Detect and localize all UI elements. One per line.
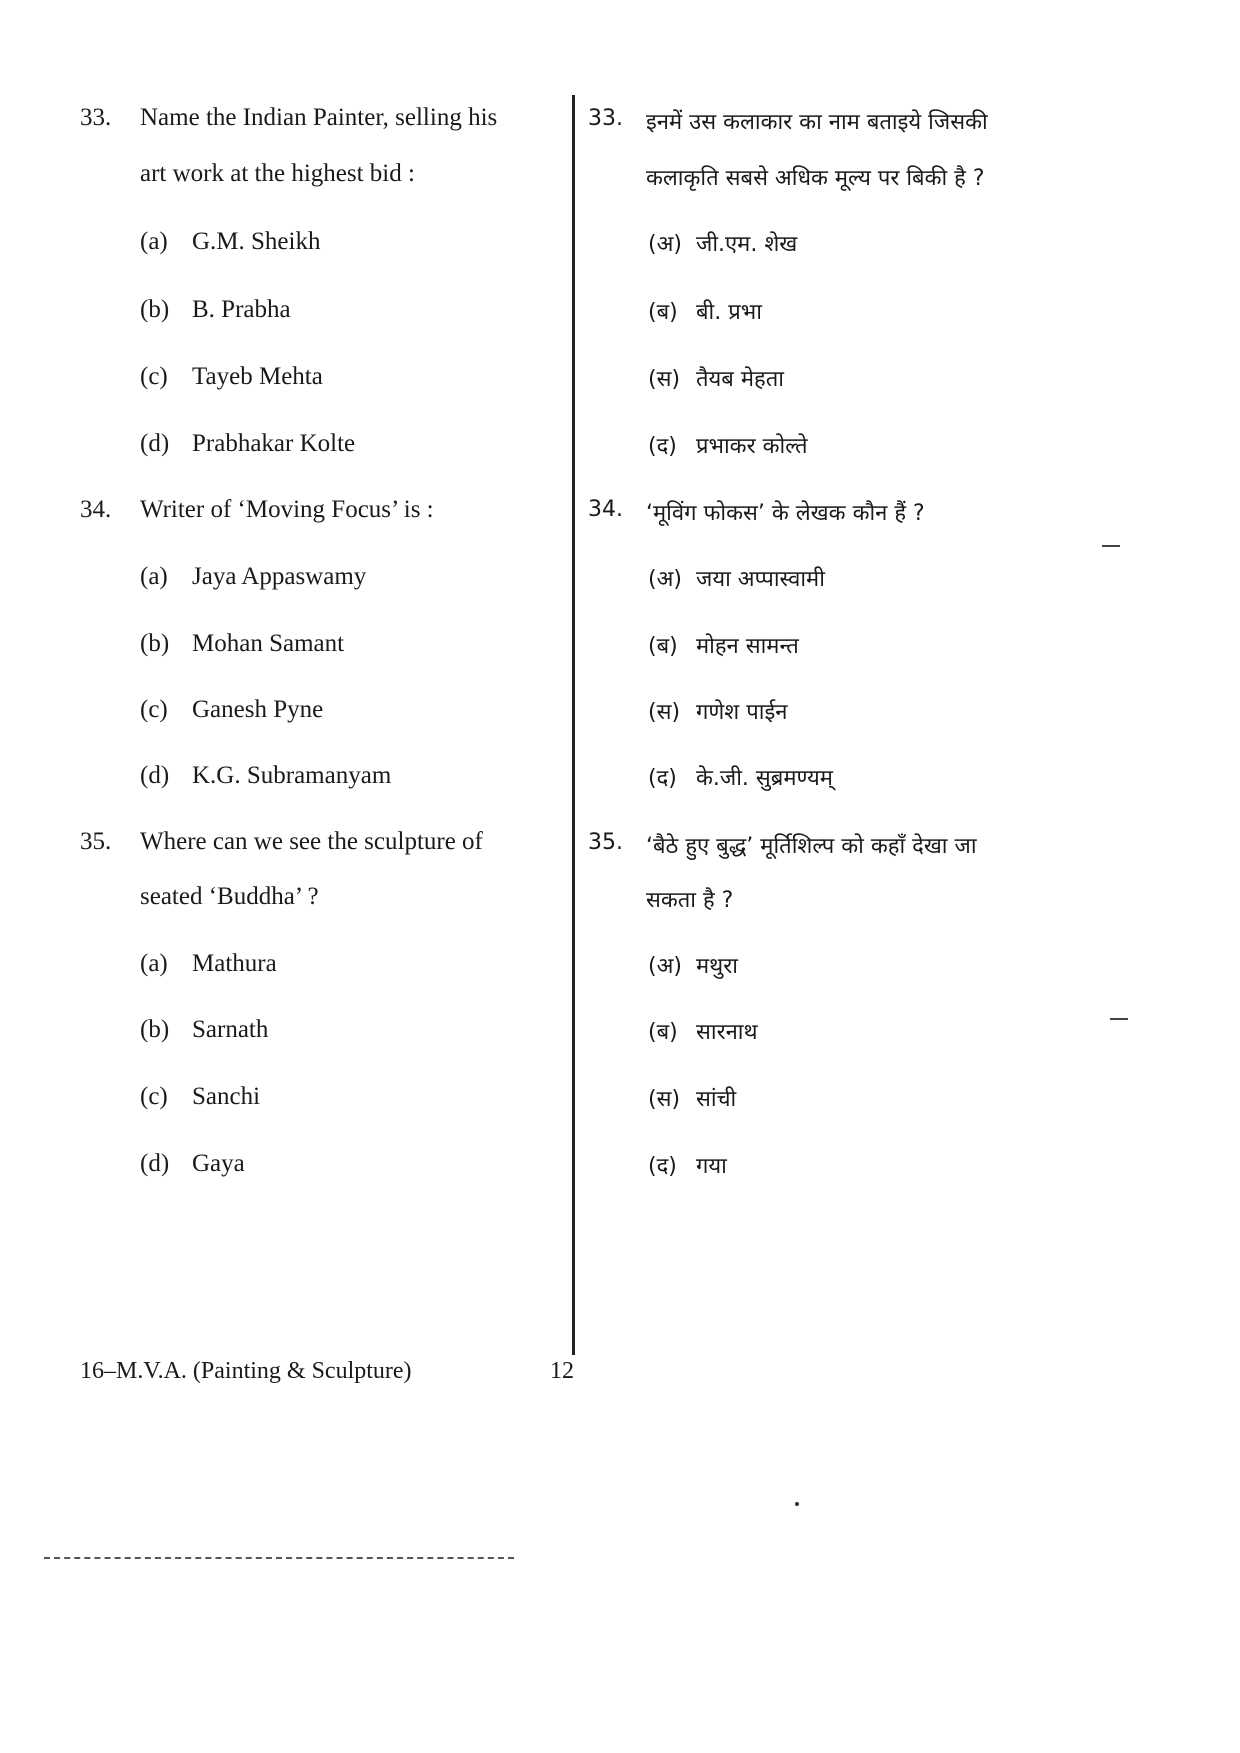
question-text: इनमें उस कलाकार का नाम बताइये जिसकी bbox=[646, 110, 988, 135]
question-number: 33. bbox=[588, 106, 623, 131]
option-label: (d) bbox=[140, 762, 170, 789]
option-label: (b) bbox=[140, 630, 170, 657]
option-text: गणेश पाईन bbox=[696, 700, 788, 725]
question-number: 35. bbox=[588, 830, 623, 855]
option-label: (स) bbox=[648, 367, 681, 392]
option-label: (द) bbox=[648, 434, 677, 459]
question-number: 33. bbox=[80, 104, 112, 131]
option-label: (b) bbox=[140, 296, 170, 323]
option-text: सारनाथ bbox=[696, 1020, 758, 1045]
option-text: K.G. Subramanyam bbox=[192, 762, 392, 789]
option-label: (स) bbox=[648, 700, 681, 725]
question-number: 35. bbox=[80, 828, 112, 855]
option-label: (d) bbox=[140, 430, 170, 457]
option-text: Ganesh Pyne bbox=[192, 696, 324, 723]
option-label: (ब) bbox=[648, 634, 678, 659]
option-label: (a) bbox=[140, 950, 168, 977]
option-label: (स) bbox=[648, 1087, 681, 1112]
option-label: (c) bbox=[140, 363, 168, 390]
option-label: (c) bbox=[140, 1083, 168, 1110]
question-text: seated ‘Buddha’ ? bbox=[140, 883, 319, 910]
option-label: (b) bbox=[140, 1016, 170, 1043]
option-text: के.जी. सुब्रमण्यम् bbox=[696, 766, 833, 791]
question-text: ‘बैठे हुए बुद्ध’ मूर्तिशिल्प को कहाँ देखा जा bbox=[646, 834, 977, 859]
question-text: Where can we see the sculpture of bbox=[140, 828, 483, 855]
option-text: बी. प्रभा bbox=[696, 300, 762, 325]
option-text: Prabhakar Kolte bbox=[192, 430, 356, 457]
option-label: (अ) bbox=[648, 567, 682, 592]
option-text: Tayeb Mehta bbox=[192, 363, 323, 390]
question-text: Name the Indian Painter, selling his bbox=[140, 104, 498, 131]
option-text: G.M. Sheikh bbox=[192, 228, 321, 255]
option-text: जी.एम. शेख bbox=[696, 232, 798, 257]
option-text: Sarnath bbox=[192, 1016, 269, 1043]
option-text: Mathura bbox=[192, 950, 277, 977]
option-label: (a) bbox=[140, 563, 168, 590]
question-number: 34. bbox=[80, 496, 112, 523]
option-text: Gaya bbox=[192, 1150, 245, 1177]
question-text: Writer of ‘Moving Focus’ is : bbox=[140, 496, 434, 523]
option-label: (द) bbox=[648, 1154, 677, 1179]
column-divider bbox=[572, 95, 575, 1355]
option-text: गया bbox=[696, 1154, 727, 1179]
option-text: मोहन सामन्त bbox=[696, 634, 799, 659]
question-text: ‘मूविंग फोकस’ के लेखक कौन हैं ? bbox=[646, 501, 925, 526]
option-label: (d) bbox=[140, 1150, 170, 1177]
option-label: (ब) bbox=[648, 1020, 678, 1045]
option-label: (a) bbox=[140, 228, 168, 255]
paper-code: 16–M.V.A. (Painting & Sculpture) bbox=[80, 1358, 412, 1384]
option-text: सांची bbox=[696, 1087, 737, 1112]
scan-artifact-line bbox=[44, 1557, 514, 1559]
question-text: कलाकृति सबसे अधिक मूल्य पर बिकी है ? bbox=[646, 166, 985, 191]
option-text: तैयब मेहता bbox=[696, 367, 784, 392]
option-label: (द) bbox=[648, 766, 677, 791]
option-text: Mohan Samant bbox=[192, 630, 345, 657]
option-text: B. Prabha bbox=[192, 296, 291, 323]
question-number: 34. bbox=[588, 497, 623, 522]
option-text: प्रभाकर कोल्ते bbox=[696, 434, 808, 459]
option-text: मथुरा bbox=[696, 954, 738, 979]
question-text: art work at the highest bid : bbox=[140, 160, 415, 187]
page-number: 12 bbox=[550, 1358, 574, 1384]
option-label: (अ) bbox=[648, 954, 682, 979]
option-label: (c) bbox=[140, 696, 168, 723]
option-text: जया अप्पास्वामी bbox=[696, 567, 825, 592]
scan-mark bbox=[1102, 545, 1120, 547]
scan-speck bbox=[795, 1502, 799, 1506]
option-text: Sanchi bbox=[192, 1083, 261, 1110]
option-label: (अ) bbox=[648, 232, 682, 257]
scan-mark bbox=[1110, 1018, 1128, 1020]
question-text: सकता है ? bbox=[646, 888, 734, 913]
option-text: Jaya Appaswamy bbox=[192, 563, 367, 590]
option-label: (ब) bbox=[648, 300, 678, 325]
